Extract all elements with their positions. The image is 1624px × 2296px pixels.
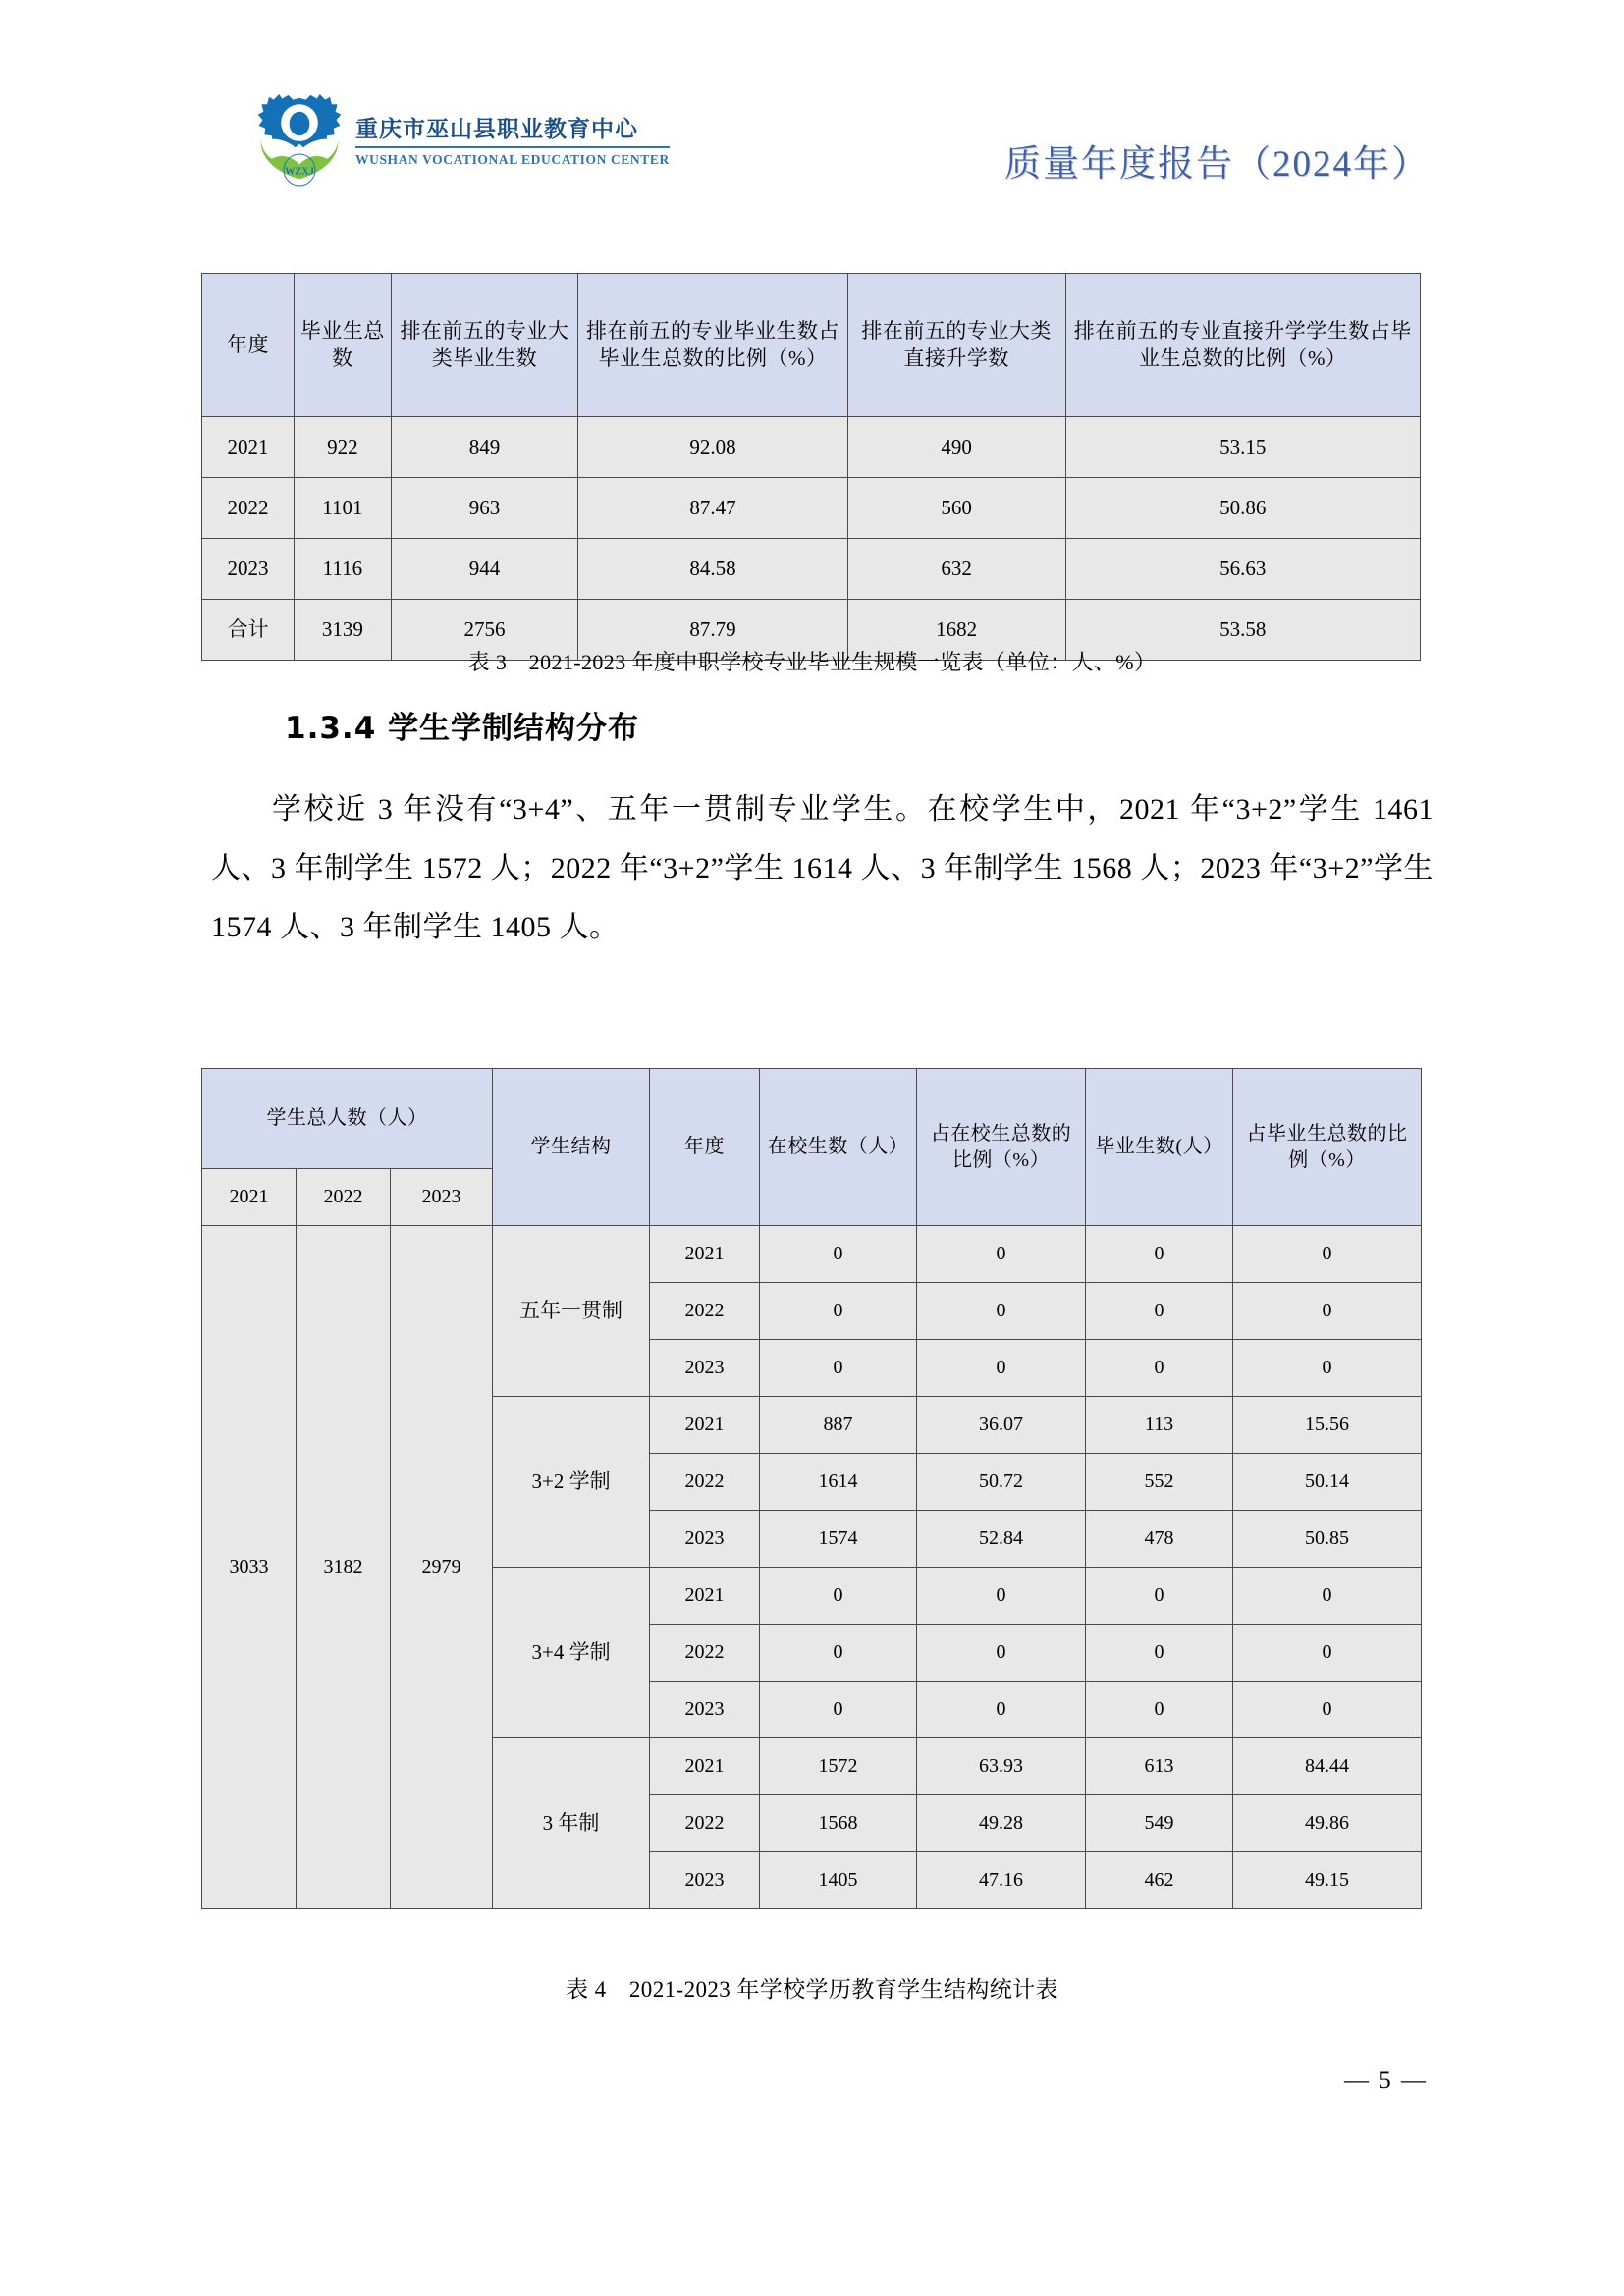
table4-cell: 84.44 — [1233, 1738, 1422, 1795]
table4-cell: 0 — [1233, 1283, 1422, 1340]
table4-cell: 47.16 — [917, 1852, 1086, 1909]
table3-cell: 92.08 — [578, 417, 848, 478]
table3-cell: 1116 — [294, 539, 391, 600]
logo-badge-text: WZXJ — [285, 166, 314, 178]
table-row — [202, 539, 1421, 600]
table4-cell: 2021 — [650, 1397, 760, 1454]
table4-cell: 0 — [760, 1226, 917, 1283]
table3-cell: 922 — [294, 417, 391, 478]
table4-container — [201, 1068, 1421, 1909]
table4-cell: 0 — [917, 1340, 1086, 1397]
table3-cell: 560 — [847, 478, 1065, 539]
table4-total-year: 2021 — [202, 1169, 297, 1226]
table-row — [202, 1226, 1422, 1283]
table4-cell: 50.14 — [1233, 1454, 1422, 1511]
table4-cell: 1614 — [760, 1454, 917, 1511]
table3-header-cell: 排在前五的专业直接升学学生数占毕业生总数的比例（%） — [1065, 274, 1420, 417]
table4-cell: 2021 — [650, 1568, 760, 1625]
table4-cell: 2023 — [650, 1511, 760, 1568]
table4-group-label: 3+2 学制 — [493, 1397, 650, 1568]
table4-cell: 0 — [1233, 1568, 1422, 1625]
table4-total-value: 3182 — [297, 1226, 391, 1909]
table4-cell: 2023 — [650, 1852, 760, 1909]
table4-cell: 2021 — [650, 1738, 760, 1795]
table4-cell: 0 — [1086, 1226, 1233, 1283]
table3-cell: 84.58 — [578, 539, 848, 600]
table3-cell: 849 — [391, 417, 577, 478]
table4-cell: 1572 — [760, 1738, 917, 1795]
table4-cell: 0 — [1233, 1682, 1422, 1738]
table4-cell: 63.93 — [917, 1738, 1086, 1795]
table4-cell: 0 — [760, 1283, 917, 1340]
table4-cell: 552 — [1086, 1454, 1233, 1511]
table4-cell: 1574 — [760, 1511, 917, 1568]
table4-total-value: 3033 — [202, 1226, 297, 1909]
table4-cell: 2022 — [650, 1625, 760, 1682]
table4-cell: 0 — [1233, 1340, 1422, 1397]
table4-cell: 0 — [917, 1625, 1086, 1682]
table4-cell: 49.28 — [917, 1795, 1086, 1852]
table3-cell: 944 — [391, 539, 577, 600]
table4-cell: 2022 — [650, 1283, 760, 1340]
table-row — [202, 417, 1421, 478]
table4-cell: 113 — [1086, 1397, 1233, 1454]
table3-header-row — [202, 274, 1421, 417]
table4-cell: 0 — [760, 1625, 917, 1682]
table3-cell: 2023 — [202, 539, 295, 600]
table3-cell: 合计 — [202, 600, 295, 661]
table4-header-enrolled-pct: 占在校生总数的比例（%） — [917, 1069, 1086, 1226]
table4-group-label: 五年一贯制 — [493, 1226, 650, 1397]
table3-cell: 2756 — [391, 600, 577, 661]
table3-container — [201, 273, 1421, 661]
logo-chinese-name: 重庆市巫山县职业教育中心 — [355, 111, 670, 148]
table4-cell: 0 — [1086, 1340, 1233, 1397]
table3-header-cell: 排在前五的专业大类直接升学数 — [847, 274, 1065, 417]
table3-header-cell: 排在前五的专业大类毕业生数 — [391, 274, 577, 417]
table4-header-structure: 学生结构 — [493, 1069, 650, 1226]
table3-cell: 50.86 — [1065, 478, 1420, 539]
table4-cell: 0 — [1086, 1625, 1233, 1682]
table4-cell: 887 — [760, 1397, 917, 1454]
table4-header-graduates: 毕业生数(人） — [1086, 1069, 1233, 1226]
table4-cell: 1405 — [760, 1852, 917, 1909]
table4-cell: 0 — [1233, 1226, 1422, 1283]
table4-cell: 613 — [1086, 1738, 1233, 1795]
table-row — [202, 478, 1421, 539]
table4-cell: 0 — [760, 1340, 917, 1397]
table4-cell: 0 — [1233, 1625, 1422, 1682]
table4-cell: 549 — [1086, 1795, 1233, 1852]
logo-english-name: WUSHAN VOCATIONAL EDUCATION CENTER — [355, 152, 670, 167]
table4-cell: 2021 — [650, 1226, 760, 1283]
table4-cell: 0 — [1086, 1568, 1233, 1625]
table4-cell: 0 — [917, 1283, 1086, 1340]
table3-cell: 87.47 — [578, 478, 848, 539]
table4-cell: 50.72 — [917, 1454, 1086, 1511]
table4-cell: 0 — [760, 1682, 917, 1738]
table4-caption: 表 4 2021-2023 年学校学历教育学生结构统计表 — [566, 1977, 1058, 2002]
report-title: 质量年度报告（2024年） — [1004, 144, 1430, 185]
table4-cell: 1568 — [760, 1795, 917, 1852]
table3-header-cell: 毕业生总数 — [294, 274, 391, 417]
table3-cell: 87.79 — [578, 600, 848, 661]
section-title: 学生学制结构分布 — [388, 711, 640, 746]
section-paragraph: 学校近 3 年没有“3+4”、五年一贯制专业学生。在校学生中，2021 年“3+2”学生 1461 人、3 年制学生 1572 人；2022 年“3+2”学生 1614 人、3 年制学生 1568 人；2023 年“3+2”学生 1574 人、3 年制学生 1405 人。 — [211, 793, 1434, 943]
school-logo — [253, 90, 670, 188]
table3-cell: 53.58 — [1065, 600, 1420, 661]
table3-header-cell: 年度 — [202, 274, 295, 417]
page-header — [0, 90, 1624, 198]
table4-cell: 2022 — [650, 1454, 760, 1511]
table4-cell: 0 — [1086, 1682, 1233, 1738]
graduate-scale-table — [201, 273, 1421, 661]
table4-total-year: 2023 — [391, 1169, 493, 1226]
table4-group-label: 3+4 学制 — [493, 1568, 650, 1738]
table3-cell: 963 — [391, 478, 577, 539]
table3-cell: 3139 — [294, 600, 391, 661]
table4-cell: 36.07 — [917, 1397, 1086, 1454]
student-structure-table — [201, 1068, 1422, 1909]
table4-cell: 2023 — [650, 1682, 760, 1738]
table3-cell: 53.15 — [1065, 417, 1420, 478]
table4-cell: 52.84 — [917, 1511, 1086, 1568]
table4-cell: 50.85 — [1233, 1511, 1422, 1568]
table4-cell: 15.56 — [1233, 1397, 1422, 1454]
table3-cell: 632 — [847, 539, 1065, 600]
table4-cell: 0 — [917, 1682, 1086, 1738]
gear-book-logo-icon — [253, 90, 346, 188]
table4-header-total-students: 学生总人数（人） — [202, 1069, 493, 1169]
table4-cell: 0 — [760, 1568, 917, 1625]
table4-header-row — [202, 1069, 1422, 1169]
table4-header-graduates-pct: 占毕业生总数的比例（%） — [1233, 1069, 1422, 1226]
table4-cell: 0 — [1086, 1283, 1233, 1340]
table4-group-label: 3 年制 — [493, 1738, 650, 1909]
table4-header-enrolled: 在校生数（人） — [760, 1069, 917, 1226]
section-heading — [285, 703, 639, 747]
table3-cell: 1682 — [847, 600, 1065, 661]
table4-cell: 0 — [917, 1568, 1086, 1625]
table4-cell: 49.15 — [1233, 1852, 1422, 1909]
table4-total-year: 2022 — [297, 1169, 391, 1226]
table3-cell: 490 — [847, 417, 1065, 478]
table4-cell: 2023 — [650, 1340, 760, 1397]
table3-caption: 表 3 2021-2023 年度中职学校专业毕业生规模一览表（单位：人、%） — [467, 650, 1157, 674]
table4-cell: 478 — [1086, 1511, 1233, 1568]
table4-cell: 2022 — [650, 1795, 760, 1852]
table4-total-value: 2979 — [391, 1226, 493, 1909]
table3-cell: 1101 — [294, 478, 391, 539]
table3-cell: 2022 — [202, 478, 295, 539]
table3-header-cell: 排在前五的专业毕业生数占毕业生总数的比例（%） — [578, 274, 848, 417]
logo-text-block — [355, 111, 670, 168]
table4-cell: 49.86 — [1233, 1795, 1422, 1852]
table3-cell: 56.63 — [1065, 539, 1420, 600]
table4-cell: 462 — [1086, 1852, 1233, 1909]
section-number: 1.3.4 — [285, 711, 377, 746]
table4-cell: 0 — [917, 1226, 1086, 1283]
page-number: — 5 — — [1344, 2067, 1428, 2094]
table4-header-year: 年度 — [650, 1069, 760, 1226]
table3-cell: 2021 — [202, 417, 295, 478]
